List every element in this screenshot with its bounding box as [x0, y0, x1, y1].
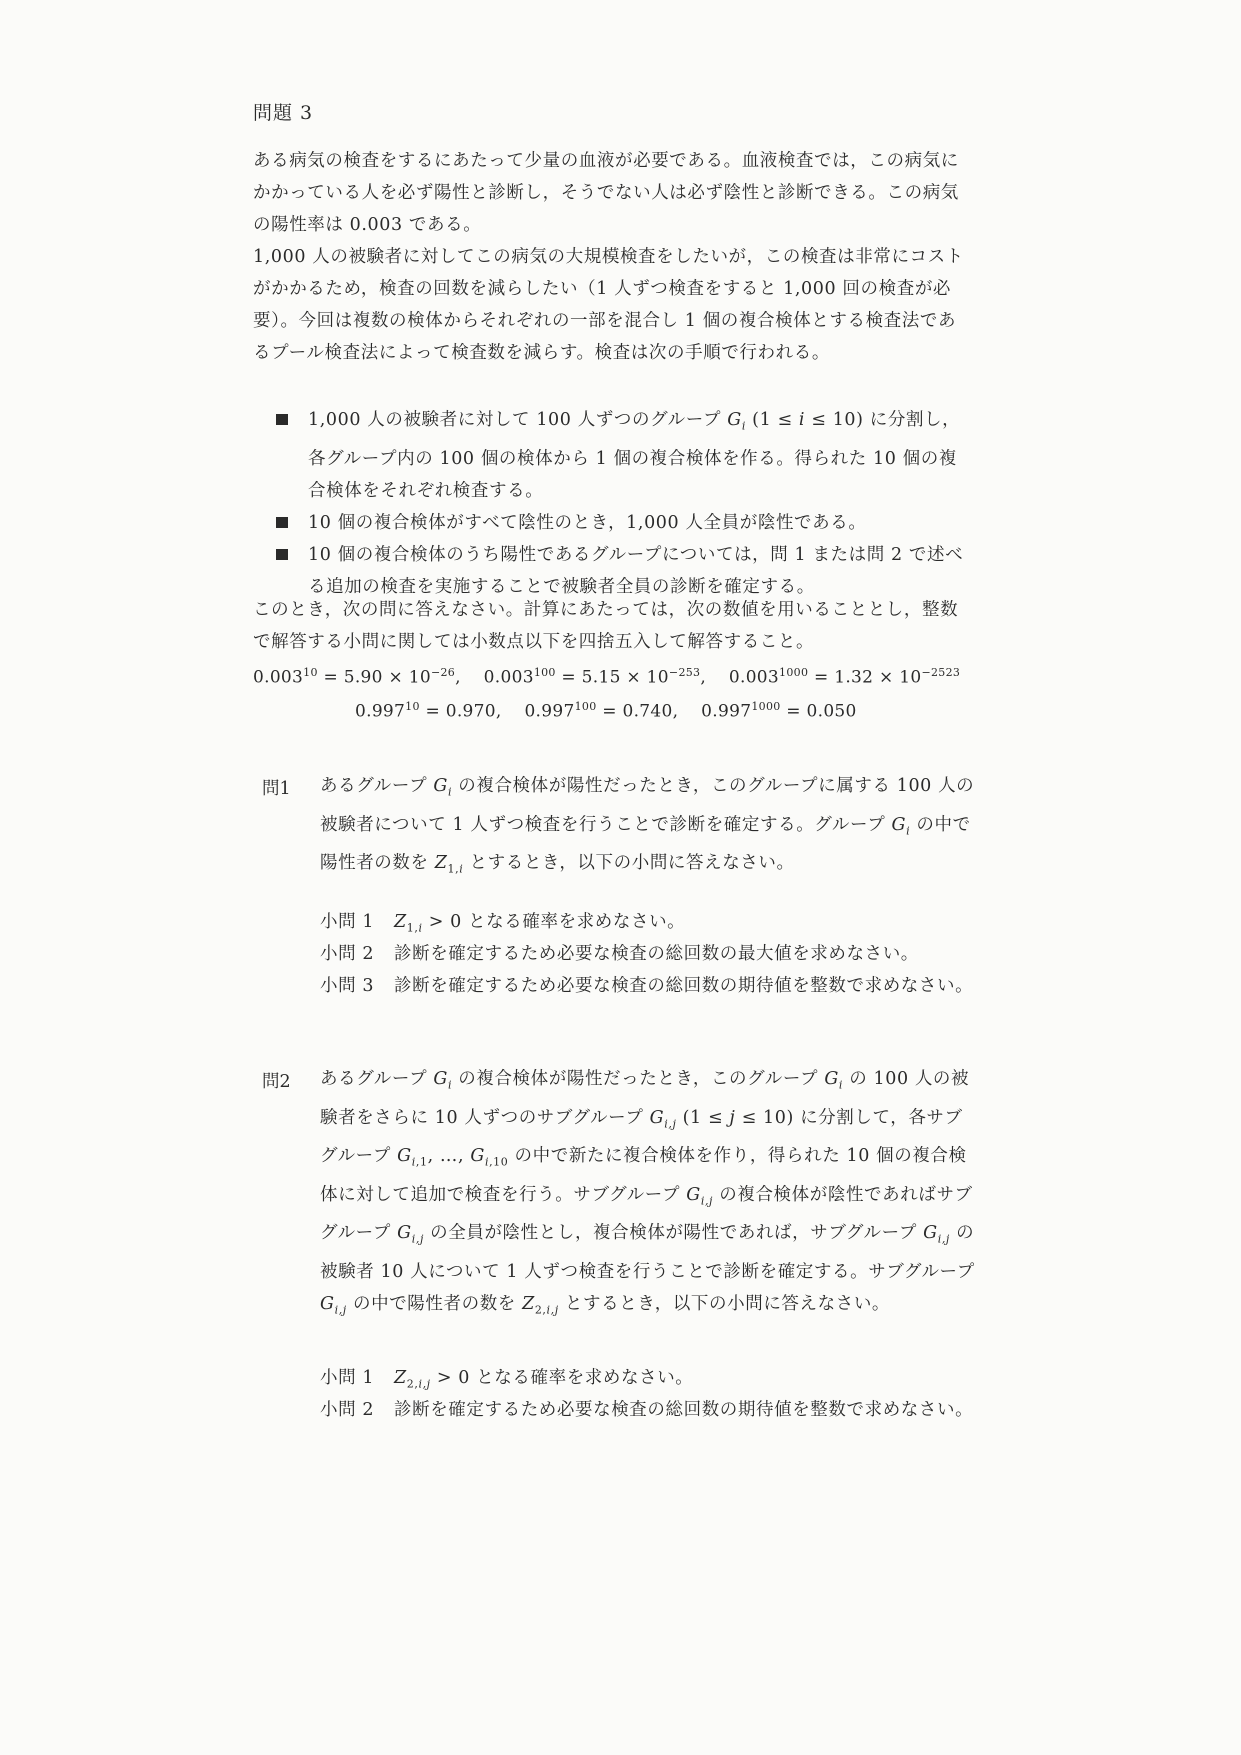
instructions-paragraph: このとき，次の問に答えなさい。計算にあたっては，次の数値を用いることとし，整数で解答する小問に関しては小数点以下を四捨五入して解答すること。	[253, 600, 959, 652]
problem-title: 問題 3	[253, 102, 314, 124]
question-1-subquestion-3: 小問 3 診断を確定するため必要な検査の総回数の期待値を整数で求めなさい。	[320, 976, 974, 996]
procedure-step-3: 10 個の複合検体のうち陽性であるグループについては，問 1 または問 2 で述べる追加の検査を実施することで被験者全員の診断を確定する。	[270, 539, 970, 603]
procedure-step-1: 1,000 人の被験者に対して 100 人ずつのグループ $G_i$ (1 ≤ i ≤ 10) に分割し，各グループ内の 100 個の検体から 1 個の複合検体を作る。得られた 10 個の複合検体をそれぞれ検査する。	[270, 404, 970, 507]
question-2-subquestion-1: 小問 1 $Z_{2,i,j} > 0$ となる確率を求めなさい。	[320, 1368, 694, 1391]
intro-paragraph-1: ある病気の検査をするにあたって少量の血液が必要である。血液検査では，この病気にかかっている人を必ず陽性と診断し，そうでない人は必ず陰性と診断できる。この病気の陽性率は 0.003 である。	[253, 151, 959, 235]
given-values-line-1: $0.003^{10} = 5.90 \times 10^{-26}$, $0.003^{100} = 5.15 \times 10^{-253}$, $0.003^{1000} = 1.32 \times 10^{-2523}$	[253, 666, 961, 688]
procedure-list	[270, 404, 970, 603]
given-values-line-2: $0.997^{10} = 0.970$, $0.997^{100} = 0.740$, $0.997^{1000} = 0.050$	[355, 700, 857, 722]
question-2-label: 問2	[262, 1072, 291, 1092]
procedure-step-2: 10 個の複合検体がすべて陰性のとき，1,000 人全員が陰性である。	[270, 507, 970, 539]
intro-paragraph-2: 1,000 人の被験者に対してこの病気の大規模検査をしたいが，この検査は非常にコストがかかるため，検査の回数を減らしたい（1 人ずつ検査をすると 1,000 回の検査が必要）。今回は複数の検体からそれぞれの一部を混合し 1 個の複合検体とする検査法であるプール検査法によって検査数を減らす。検査は次の手順で行われる。	[253, 247, 964, 363]
question-1-label: 問1	[262, 779, 291, 799]
question-1-subquestion-1: 小問 1 $Z_{1,i} > 0$ となる確率を求めなさい。	[320, 912, 686, 935]
question-1-body: あるグループ $G_i$ の複合検体が陽性だったとき，このグループに属する 100 人の被験者について 1 人ずつ検査を行うことで診断を確定する。グループ $G_i$ の中で陽性者の数を $Z_{1,i}$ とするとき，以下の小問に答えなさい。	[320, 776, 975, 876]
question-2-body: あるグループ $G_i$ の複合検体が陽性だったとき，このグループ $G_i$ の 100 人の被験者をさらに 10 人ずつのサブグループ $G_{i,j}$ (1 ≤ j ≤ 10) に分割して，各サブグループ $G_{i,1}$, …, $G_{i,10}$ の中で新たに複合検体を作り，得られた 10 個の複合検体に対して追加で検査を行う。サブグループ $G_{i,j}$ の複合検体が陰性であればサブグループ $G_{i,j}$ の全員が陰性とし，複合検体が陽性であれば，サブグループ $G_{i,j}$ の被験者 10 人について 1 人ずつ検査を行うことで診断を確定する。サブグループ $G_{i,j}$ の中で陽性者の数を $Z_{2,i,j}$ とするとき，以下の小問に答えなさい。	[320, 1069, 975, 1316]
question-2-subquestion-2: 小問 2 診断を確定するため必要な検査の総回数の期待値を整数で求めなさい。	[320, 1400, 974, 1420]
question-1-subquestion-2: 小問 2 診断を確定するため必要な検査の総回数の最大値を求めなさい。	[320, 944, 919, 964]
